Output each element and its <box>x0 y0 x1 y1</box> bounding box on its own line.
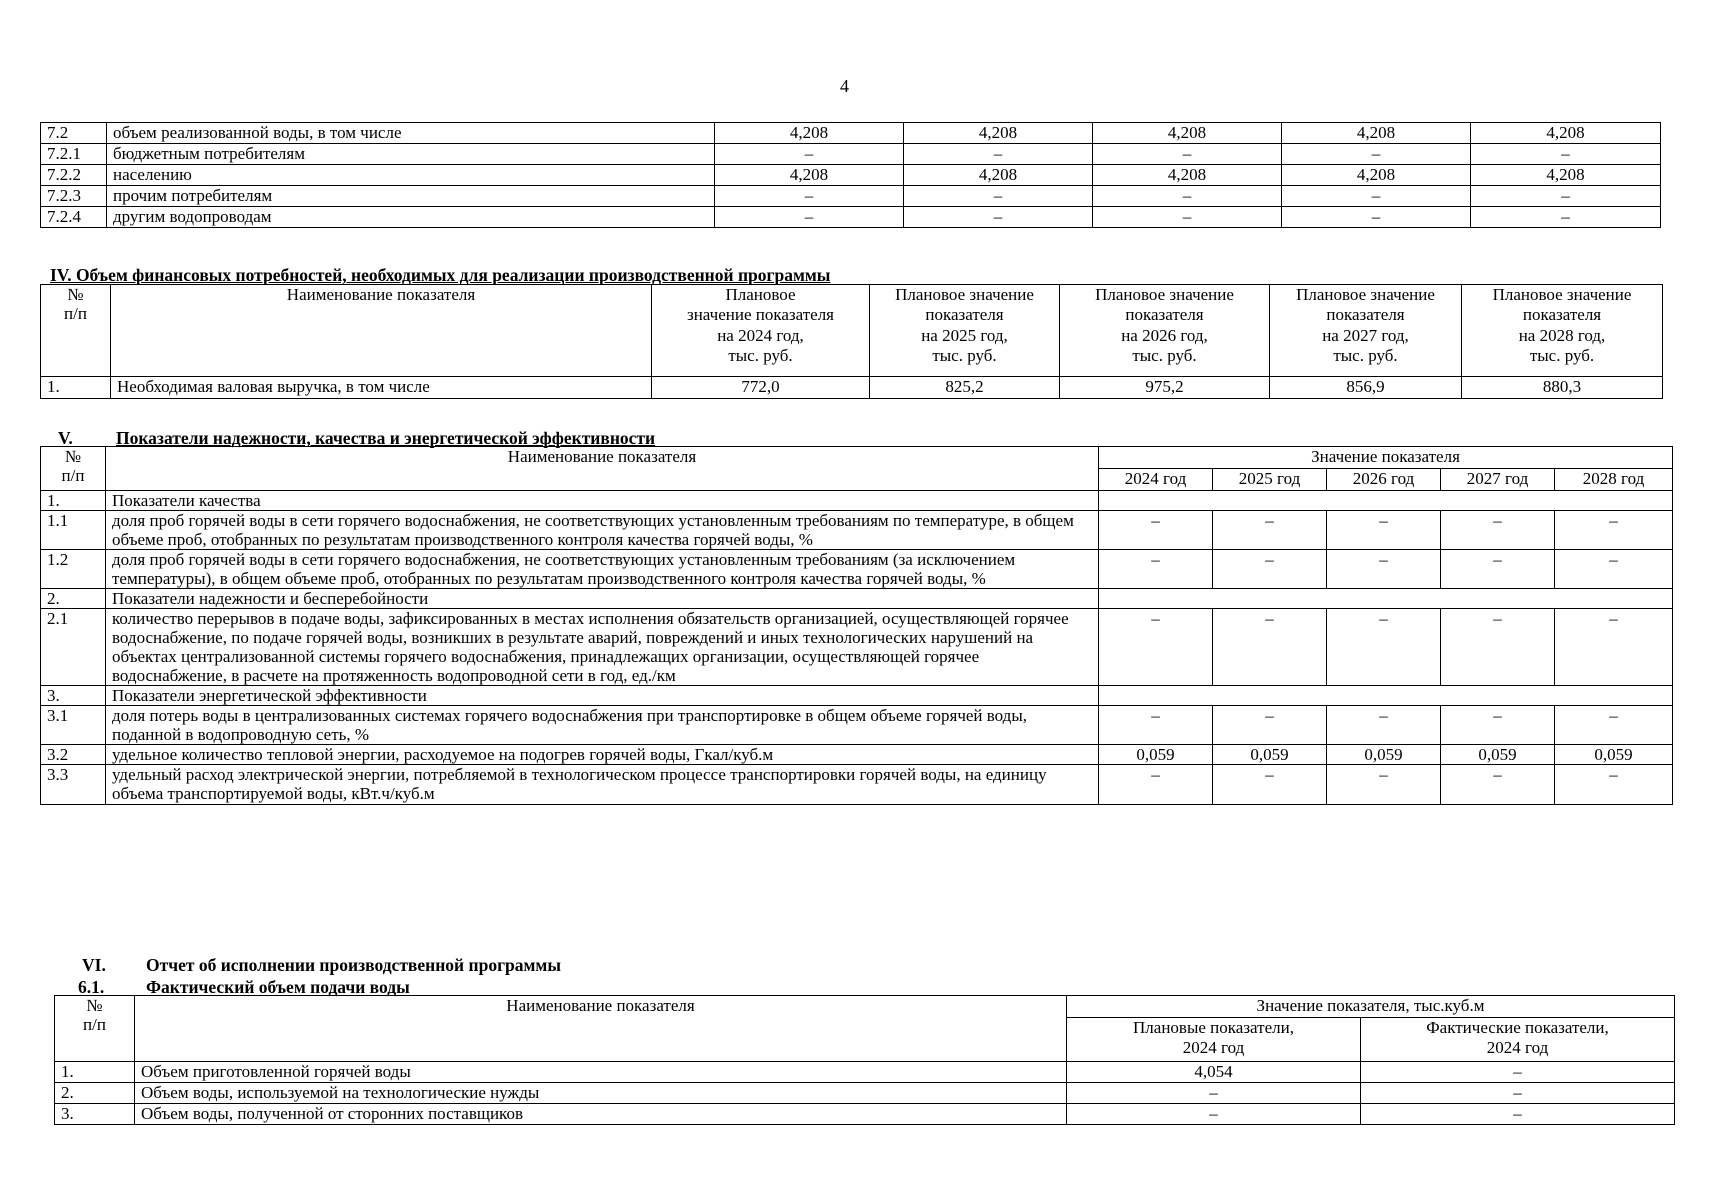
row-value: – <box>1282 186 1471 207</box>
row-value: – <box>1099 706 1213 745</box>
header-col-2026: Плановое значение показателя на 2026 год, тыс. руб. <box>1060 285 1270 377</box>
row-value: – <box>1471 186 1661 207</box>
header-num: № п/п <box>41 447 106 491</box>
table-row <box>41 207 1661 228</box>
water-supply-report-table <box>54 995 1675 1125</box>
section-5-number: V. <box>58 428 73 448</box>
row-value: – <box>1361 1083 1675 1104</box>
row-value: – <box>1555 550 1673 589</box>
row-value: – <box>1213 765 1327 804</box>
row-number: 3. <box>55 1104 135 1125</box>
row-value: 4,208 <box>715 165 904 186</box>
row-name: прочим потребителям <box>107 186 715 207</box>
row-name: Необходимая валовая выручка, в том числе <box>111 377 652 399</box>
header-group: Значение показателя, тыс.куб.м <box>1067 996 1675 1018</box>
row-value: – <box>1471 144 1661 165</box>
row-name: Показатели энергетической эффективности <box>106 686 1099 706</box>
header-num: № п/п <box>41 285 111 377</box>
empty-cell <box>1213 589 1327 609</box>
sales-volume-table <box>40 122 1661 228</box>
row-number: 2.1 <box>41 609 106 686</box>
empty-cell <box>1555 686 1673 706</box>
row-value: 4,208 <box>1093 165 1282 186</box>
table-row <box>41 609 1673 686</box>
empty-cell <box>1099 589 1213 609</box>
row-number: 7.2.1 <box>41 144 107 165</box>
table-row <box>41 511 1673 550</box>
row-value: 4,208 <box>715 123 904 144</box>
row-number: 7.2.3 <box>41 186 107 207</box>
row-value: 4,208 <box>904 123 1093 144</box>
row-value: – <box>1327 511 1441 550</box>
row-value: 0,059 <box>1555 745 1673 765</box>
row-value: 856,9 <box>1270 377 1462 399</box>
row-value: – <box>715 186 904 207</box>
row-number: 1. <box>41 377 111 399</box>
table-row <box>41 491 1673 511</box>
row-value: 880,3 <box>1462 377 1663 399</box>
row-name: Показатели качества <box>106 491 1099 511</box>
row-value: – <box>1067 1104 1361 1125</box>
row-value: – <box>1555 765 1673 804</box>
row-value: – <box>1093 144 1282 165</box>
header-year-2027: 2027 год <box>1441 469 1555 491</box>
row-value: – <box>1441 765 1555 804</box>
row-value: – <box>1361 1104 1675 1125</box>
row-name: Показатели надежности и бесперебойности <box>106 589 1099 609</box>
row-value: 4,208 <box>1282 165 1471 186</box>
section-6-1-number: 6.1. <box>78 977 105 997</box>
row-number: 3.1 <box>41 706 106 745</box>
empty-cell <box>1099 491 1213 511</box>
row-name: количество перерывов в подаче воды, зафиксированных в местах исполнения обязательств организацией, осуществляющей горячее водоснабжение, по подаче горячей воды, возникших в результате аварий, повреждений и иных технологических нарушений на объектах централизованной системы горячего водоснабжения, принадлежащих организации, осуществляющей горячее водоснабжение, в расчете на протяженность водопроводной сети в год, ед./км <box>106 609 1099 686</box>
row-value: – <box>1099 550 1213 589</box>
empty-cell <box>1099 686 1213 706</box>
section-6-title: Отчет об исполнении производственной программы <box>146 955 562 975</box>
table-row <box>41 589 1673 609</box>
empty-cell <box>1213 686 1327 706</box>
row-value: – <box>1327 609 1441 686</box>
table-row <box>41 765 1673 804</box>
header-col-2028: Плановое значение показателя на 2028 год, тыс. руб. <box>1462 285 1663 377</box>
row-value: 4,208 <box>904 165 1093 186</box>
section-5-title: Показатели надежности, качества и энергетической эффективности <box>116 428 656 448</box>
row-value: – <box>1093 186 1282 207</box>
row-value: – <box>1327 706 1441 745</box>
row-value: – <box>1441 511 1555 550</box>
row-name: доля проб горячей воды в сети горячего водоснабжения, не соответствующих установленным требованиям (за исключением температуры), в общем объеме проб, отобранных по результатам производственного контроля качества горячей воды, % <box>106 550 1099 589</box>
row-name: другим водопроводам <box>107 207 715 228</box>
table-row <box>41 686 1673 706</box>
empty-cell <box>1441 491 1555 511</box>
row-value: 825,2 <box>870 377 1060 399</box>
row-number: 2. <box>41 589 106 609</box>
row-number: 1. <box>55 1062 135 1083</box>
table-row <box>41 186 1661 207</box>
row-value: – <box>1555 511 1673 550</box>
row-value: – <box>1327 765 1441 804</box>
row-number: 3.3 <box>41 765 106 804</box>
row-number: 1. <box>41 491 106 511</box>
row-name: Объем воды, полученной от сторонних поставщиков <box>135 1104 1067 1125</box>
page-number: 4 <box>840 76 849 96</box>
row-value: – <box>1099 511 1213 550</box>
empty-cell <box>1555 589 1673 609</box>
row-value: 4,208 <box>1282 123 1471 144</box>
row-value: 772,0 <box>652 377 870 399</box>
row-value: – <box>904 186 1093 207</box>
row-number: 7.2.4 <box>41 207 107 228</box>
row-value: – <box>1213 706 1327 745</box>
row-value: 4,208 <box>1093 123 1282 144</box>
row-value: – <box>904 207 1093 228</box>
row-value: – <box>1441 550 1555 589</box>
header-name: Наименование показателя <box>135 996 1067 1062</box>
row-value: – <box>1282 207 1471 228</box>
row-value: – <box>1067 1083 1361 1104</box>
row-value: 0,059 <box>1099 745 1213 765</box>
table-row <box>41 144 1661 165</box>
row-value: – <box>1213 609 1327 686</box>
row-name: доля проб горячей воды в сети горячего водоснабжения, не соответствующих установленным требованиям по температуре, в общем объеме проб, отобранных по результатам производственного контроля качества горячей воды, % <box>106 511 1099 550</box>
row-name: Объем приготовленной горячей воды <box>135 1062 1067 1083</box>
table-header-row <box>41 285 1663 377</box>
row-value: – <box>1093 207 1282 228</box>
row-number: 7.2.2 <box>41 165 107 186</box>
row-name: удельный расход электрической энергии, потребляемой в технологическом процессе транспортировки горячей воды, на единицу объема транспортируемой воды, кВт.ч/куб.м <box>106 765 1099 804</box>
section-4-title: IV. Объем финансовых потребностей, необходимых для реализации производственной программы <box>50 265 831 285</box>
row-number: 3. <box>41 686 106 706</box>
row-value: – <box>1555 706 1673 745</box>
row-value: – <box>715 144 904 165</box>
table-row <box>41 123 1661 144</box>
row-name: населению <box>107 165 715 186</box>
header-year-2024: 2024 год <box>1099 469 1213 491</box>
row-value: – <box>1213 511 1327 550</box>
empty-cell <box>1327 686 1441 706</box>
row-value: – <box>1099 765 1213 804</box>
header-col-2024: Плановое значение показателя на 2024 год, тыс. руб. <box>652 285 870 377</box>
row-value: 0,059 <box>1441 745 1555 765</box>
header-name: Наименование показателя <box>106 447 1099 491</box>
empty-cell <box>1441 686 1555 706</box>
row-value: – <box>1441 609 1555 686</box>
empty-cell <box>1327 589 1441 609</box>
table-row <box>55 1083 1675 1104</box>
row-value: – <box>1282 144 1471 165</box>
row-number: 2. <box>55 1083 135 1104</box>
header-group: Значение показателя <box>1099 447 1673 469</box>
empty-cell <box>1327 491 1441 511</box>
section-6-1-title: Фактический объем подачи воды <box>146 977 410 997</box>
row-value: 4,208 <box>1471 165 1661 186</box>
header-col-2025: Плановое значение показателя на 2025 год, тыс. руб. <box>870 285 1060 377</box>
table-row <box>55 1104 1675 1125</box>
row-value: 0,059 <box>1327 745 1441 765</box>
financial-needs-table <box>40 284 1663 399</box>
empty-cell <box>1213 491 1327 511</box>
header-year-2025: 2025 год <box>1213 469 1327 491</box>
row-name: бюджетным потребителям <box>107 144 715 165</box>
table-row <box>41 550 1673 589</box>
row-name: удельное количество тепловой энергии, расходуемое на подогрев горячей воды, Гкал/куб.м <box>106 745 1099 765</box>
row-value: – <box>1327 550 1441 589</box>
row-value: – <box>1213 550 1327 589</box>
row-value: – <box>1361 1062 1675 1083</box>
row-name: объем реализованной воды, в том числе <box>107 123 715 144</box>
table-row <box>41 706 1673 745</box>
header-num: № п/п <box>55 996 135 1062</box>
table-row <box>55 1062 1675 1083</box>
row-value: – <box>1099 609 1213 686</box>
row-value: – <box>1555 609 1673 686</box>
row-value: 4,054 <box>1067 1062 1361 1083</box>
header-fact-2024: Фактические показатели, 2024 год <box>1361 1018 1675 1062</box>
reliability-quality-table <box>40 446 1673 805</box>
empty-cell <box>1441 589 1555 609</box>
row-number: 7.2 <box>41 123 107 144</box>
table-row <box>41 165 1661 186</box>
row-value: 4,208 <box>1471 123 1661 144</box>
row-value: – <box>1471 207 1661 228</box>
row-value: – <box>715 207 904 228</box>
row-value: – <box>1441 706 1555 745</box>
header-name: Наименование показателя <box>111 285 652 377</box>
row-value: 0,059 <box>1213 745 1327 765</box>
table-row <box>41 745 1673 765</box>
row-number: 3.2 <box>41 745 106 765</box>
header-year-2026: 2026 год <box>1327 469 1441 491</box>
row-name: доля потерь воды в централизованных системах горячего водоснабжения при транспортировке в общем объеме горячей воды, поданной в водопроводную сеть, % <box>106 706 1099 745</box>
table-header-row <box>55 996 1675 1018</box>
empty-cell <box>1555 491 1673 511</box>
row-value: – <box>904 144 1093 165</box>
table-header-row <box>41 447 1673 469</box>
section-6-number: VI. <box>82 955 106 975</box>
row-number: 1.2 <box>41 550 106 589</box>
row-number: 1.1 <box>41 511 106 550</box>
table-row <box>41 377 1663 399</box>
header-col-2027: Плановое значение показателя на 2027 год, тыс. руб. <box>1270 285 1462 377</box>
row-value: 975,2 <box>1060 377 1270 399</box>
header-plan-2024: Плановые показатели, 2024 год <box>1067 1018 1361 1062</box>
row-name: Объем воды, используемой на технологические нужды <box>135 1083 1067 1104</box>
header-year-2028: 2028 год <box>1555 469 1673 491</box>
